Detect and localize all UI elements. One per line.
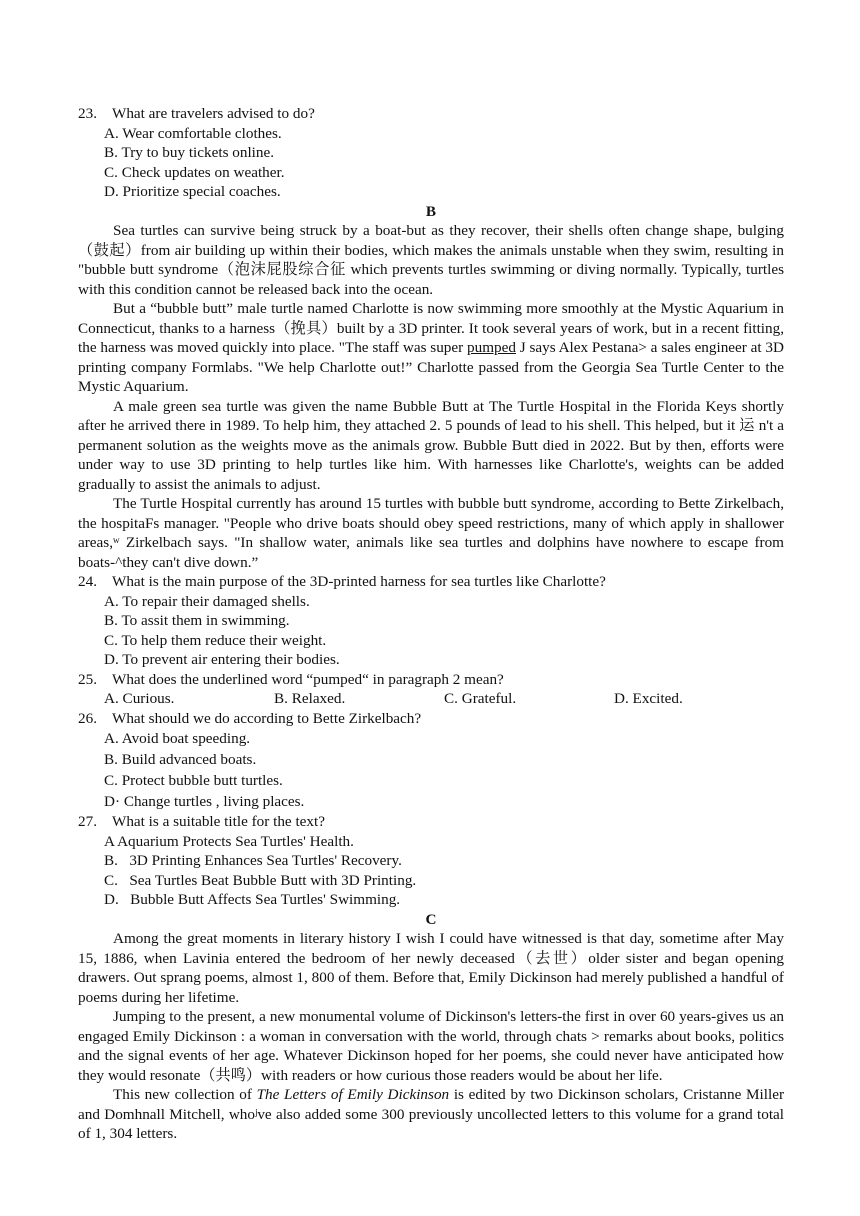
paragraph-text: But a “bubble butt” male turtle named Charlotte is now swimming more smoothly at the Mystic Aquarium in Connecticut, thanks to a harness（挽具）built by a 3D printer. It took several years of work, but in a recent fitting, the harness was moved quickly into place. "The staff was super [78, 300, 784, 356]
option-b: B. Build advanced boats. [104, 751, 257, 768]
underlined-word: pumped [467, 339, 516, 356]
option-d: D· Change turtles , living places. [104, 793, 305, 810]
option-d: D. Prioritize special coaches. [104, 183, 281, 200]
option-b: B. 3D Printing Enhances Sea Turtles' Recovery. [104, 852, 402, 869]
section-b-paragraph-1: Sea turtles can survive being struck by a boat-but as they recover, their shells often change shape, bulging （鼓起）from air building up within their bodies, which makes the animals unstable when they swim, resulting in "bubble butt syndrome（泡沫屁股综合征 which prevents turtles swimming or diving normally. Typically, turtles with this condition cannot be released back into the ocean. [78, 222, 784, 298]
option-a: A. Curious. [104, 690, 175, 707]
option-a: A. Wear comfortable clothes. [104, 124, 282, 142]
option-c: C. Check updates on weather. [104, 163, 285, 181]
option-d: D. Excited. [614, 690, 683, 707]
option-b: B. Relaxed. [274, 690, 346, 707]
section-b-heading: B [425, 202, 437, 220]
paragraph-text: is edited by two Dickinson scholars, Cristanne Miller and Domhnall Mitchell, whoʲve also added some 300 previously uncollected letters to this volume for a grand total of 1, 304 letters. [78, 1086, 785, 1142]
option-b: B. Try to buy tickets online. [104, 144, 275, 161]
section-c-heading: C [425, 910, 437, 928]
question-25-options [78, 689, 784, 709]
section-c-paragraph-2: Jumping to the present, a new monumental volume of Dickinson's letters-the first in over 60 years-gives us an engaged Emily Dickinson : a woman in conversation with the world, through chats > remarks about books, politics and the signal events of her age. Whatever Dickinson hoped for her poems, she could never have anticipated how they would resonate（共鸣）with readers or how curious those readers would be about her life. [78, 1008, 784, 1084]
option-a: A. To repair their damaged shells. [104, 592, 310, 610]
question-26 [78, 709, 784, 729]
section-b-paragraph-3: A male green sea turtle was given the name Bubble Butt at The Turtle Hospital in the Florida Keys shortly after he arrived there in 1989. To help him, they attached 2. 5 pounds of lead to his shell. This helped, but it 运 n't a permanent solution as the weights move as the animals grow. Bubble Butt died in 2022. But by then, efforts were under way to use 3D printing to help turtles like him. With harnesses like Charlotte's, weights can be added gradually to assist the animals to adjust. [78, 397, 784, 493]
book-title: The Letters of Emily Dickinson [256, 1086, 450, 1103]
question-27 [78, 812, 784, 832]
question-number: 25. [78, 670, 97, 688]
option-c: C. Grateful. [444, 690, 517, 707]
question-23 [78, 104, 784, 124]
question-text: What should we do according to Bette Zirkelbach? [112, 709, 422, 727]
question-24-options [78, 592, 784, 670]
question-number: 26. [78, 709, 97, 727]
section-b-paragraph-2 [78, 299, 784, 397]
option-b: B. To assit them in swimming. [104, 612, 290, 629]
question-text: What does the underlined word “pumped“ in paragraph 2 mean? [112, 670, 504, 688]
question-26-options [78, 728, 784, 812]
paragraph-text: J says Alex Pestana> a sales engineer at 3D printing company Formlabs. "We help Charlotte out!” Charlotte passed from the Georgia Sea Turtle Center to the Mystic Aquarium. [78, 339, 784, 395]
question-27-options [78, 832, 784, 910]
section-c-paragraph-1: Among the great moments in literary history I wish I could have witnessed is that day, sometime after May 15, 1886, when Lavinia entered the bedroom of her newly deceased（去世）older sister and began opening drawers. Out sprang poems, almost 1, 800 of them. Before that, Emily Dickinson had merely published a handful of poems during her lifetime. [78, 930, 784, 1006]
question-24 [78, 572, 784, 592]
question-number: 24. [78, 573, 97, 590]
question-text: What is the main purpose of the 3D-printed harness for sea turtles like Charlotte? [112, 573, 606, 590]
question-23-options [78, 124, 784, 202]
question-number: 23. [78, 105, 97, 122]
paragraph-text: This new collection of [113, 1086, 257, 1103]
option-c: C. Protect bubble butt turtles. [104, 772, 283, 789]
question-25 [78, 670, 784, 690]
question-text: What are travelers advised to do? [112, 105, 315, 122]
section-b-paragraph-4: The Turtle Hospital currently has around 15 turtles with bubble butt syndrome, according to Bette Zirkelbach, the hospitaFs manager. "People who drive boats should obey speed restrictions, many of which apply in shallower areas,ʷ Zirkelbach says. "In shallow water, animals like sea turtles and dolphins have nowhere to escape from boats-^they can't dive down.” [78, 495, 784, 571]
option-c: C. To help them reduce their weight. [104, 631, 327, 649]
question-number: 27. [78, 813, 97, 830]
option-d: D. Bubble Butt Affects Sea Turtles' Swimming. [104, 891, 401, 908]
option-a: A. Avoid boat speeding. [104, 730, 251, 747]
question-text: What is a suitable title for the text? [112, 813, 325, 830]
document-page [78, 104, 784, 1144]
section-c-paragraph-3 [78, 1085, 784, 1144]
option-c: C. Sea Turtles Beat Bubble Butt with 3D Printing. [104, 871, 417, 889]
option-a: A Aquarium Protects Sea Turtles' Health. [104, 832, 354, 850]
option-d: D. To prevent air entering their bodies. [104, 651, 340, 668]
